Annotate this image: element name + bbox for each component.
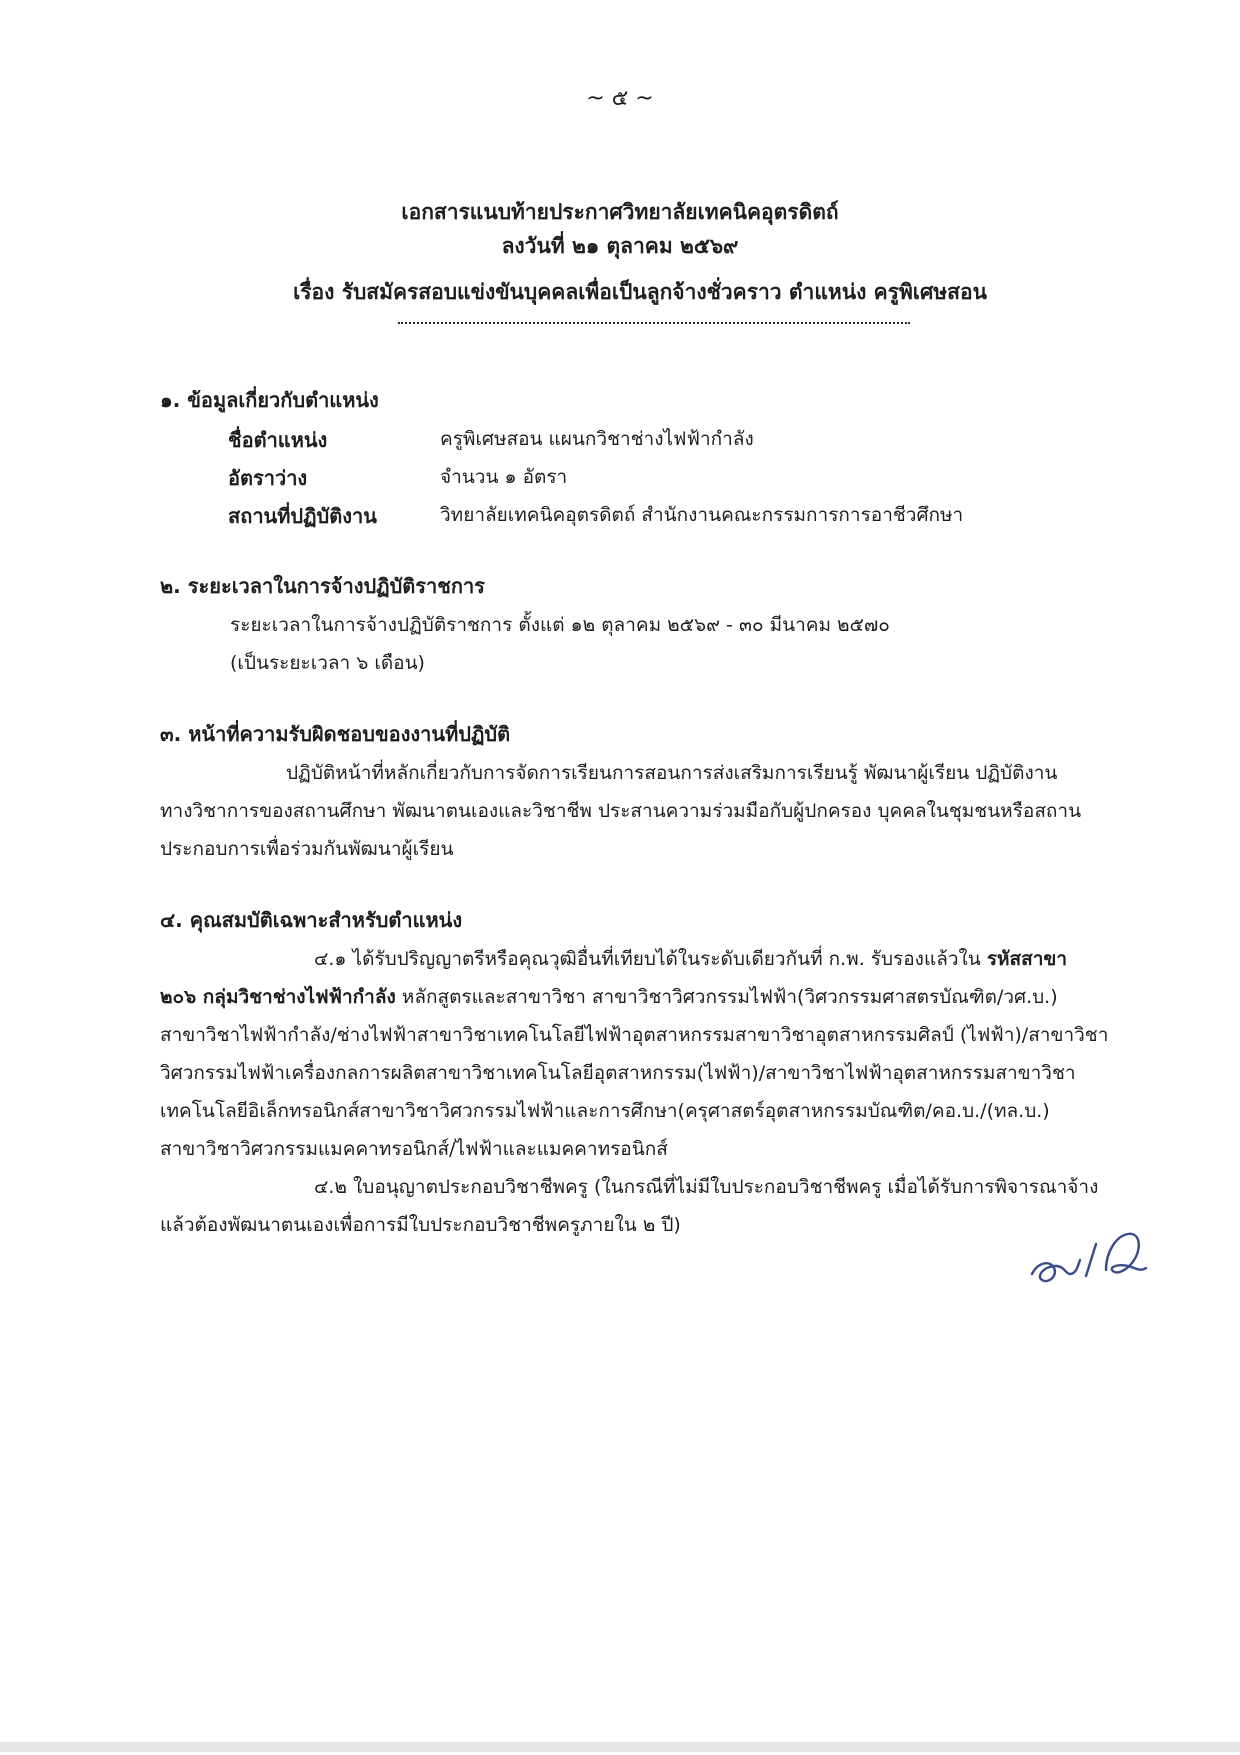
workplace-value: วิทยาลัยเทคนิคอุตรดิตถ์ สำนักงานคณะกรรมการการอาชีวศึกษา bbox=[440, 504, 964, 526]
qualification-text: หลักสูตรและสาขาวิชา สาขาวิชาวิศวกรรมไฟฟ้า(วิศวกรรมศาสตรบัณฑิต/วศ.บ.) bbox=[395, 986, 1058, 1008]
position-name-value: ครูพิเศษสอน แผนกวิชาช่างไฟฟ้ากำลัง bbox=[440, 428, 754, 450]
qualification-4-1-line bbox=[314, 944, 1067, 974]
qualification-4-2-line: แล้วต้องพัฒนาตนเองเพื่อการมีใบประกอบวิชาชีพครูภายใน ๒ ปี) bbox=[160, 1214, 681, 1236]
section1-title: ๑. ข้อมูลเกี่ยวกับตำแหน่ง bbox=[160, 388, 379, 412]
qualification-4-2-line: ๔.๒ ใบอนุญาตประกอบวิชาชีพครู (ในกรณีที่ไม่มีใบประกอบวิชาชีพครู เมื่อได้รับการพิจารณาจ้าง bbox=[314, 1176, 1099, 1198]
section2-title: ๒. ระยะเวลาในการจ้างปฏิบัติราชการ bbox=[160, 574, 485, 598]
page-number: ~ ๕ ~ bbox=[586, 86, 654, 111]
handwritten-signature-icon bbox=[1024, 1222, 1154, 1292]
qualification-4-1-line: เทคโนโลยีอิเล็กทรอนิกส์สาขาวิชาวิศวกรรมไฟฟ้าและการศึกษา(ครุศาสตร์อุตสาหกรรมบัณฑิต/คอ.บ./(ทล.บ.) bbox=[160, 1100, 1050, 1122]
section3-title: ๓. หน้าที่ความรับผิดชอบของงานที่ปฏิบัติ bbox=[160, 722, 511, 746]
vacancy-value: จำนวน ๑ อัตรา bbox=[440, 466, 568, 488]
header-separator bbox=[398, 322, 910, 324]
employment-period-text: ระยะเวลาในการจ้างปฏิบัติราชการ ตั้งแต่ ๑๒ ตุลาคม ๒๕๖๙ - ๓๐ มีนาคม ๒๕๗๐ bbox=[230, 614, 890, 636]
position-name-label: ชื่อตำแหน่ง bbox=[228, 428, 328, 452]
duties-line: ทางวิชาการของสถานศึกษา พัฒนาตนเองและวิชาชีพ ประสานความร่วมมือกับผู้ปกครอง บุคคลในชุมชนหรือสถาน bbox=[160, 800, 1082, 822]
duties-line: ประกอบการเพื่อร่วมกันพัฒนาผู้เรียน bbox=[160, 838, 454, 860]
section4-title: ๔. คุณสมบัติเฉพาะสำหรับตำแหน่ง bbox=[160, 908, 463, 932]
qualification-4-1-line: วิศวกรรมไฟฟ้าเครื่องกลการผลิตสาขาวิชาเทคโนโลยีอุตสาหกรรม(ไฟฟ้า)/สาขาวิชาไฟฟ้าอุตสาหกรรมสาขาวิชา bbox=[160, 1062, 1076, 1084]
qualification-4-1-line bbox=[160, 982, 1058, 1012]
page-bottom-edge bbox=[0, 1742, 1240, 1752]
qualification-text: ๔.๑ ได้รับปริญญาตรีหรือคุณวุฒิอื่นที่เทียบได้ในระดับเดียวกันที่ ก.พ. รับรองแล้วใน bbox=[314, 948, 987, 970]
header-date: ลงวันที่ ๒๑ ตุลาคม ๒๕๖๙ bbox=[501, 234, 739, 258]
header-subject: เรื่อง รับสมัครสอบแข่งขันบุคคลเพื่อเป็นลูกจ้างชั่วคราว ตำแหน่ง ครูพิเศษสอน bbox=[293, 280, 987, 304]
workplace-label: สถานที่ปฏิบัติงาน bbox=[228, 504, 377, 528]
header-title: เอกสารแนบท้ายประกาศวิทยาลัยเทคนิคอุตรดิตถ์ bbox=[401, 200, 839, 224]
duties-line: ปฏิบัติหน้าที่หลักเกี่ยวกับการจัดการเรียนการสอนการส่งเสริมการเรียนรู้ พัฒนาผู้เรียน ปฏิบัติงาน bbox=[286, 762, 1058, 784]
field-group-label: ๒๐๖ กลุ่มวิชาช่างไฟฟ้ากำลัง bbox=[160, 986, 396, 1008]
qualification-4-1-line: สาขาวิชาวิศวกรรมแมคคาทรอนิกส์/ไฟฟ้าและแมคคาทรอนิกส์ bbox=[160, 1138, 668, 1160]
vacancy-label: อัตราว่าง bbox=[228, 466, 308, 490]
qualification-4-1-line: สาขาวิชาไฟฟ้ากำลัง/ช่างไฟฟ้าสาขาวิชาเทคโนโลยีไฟฟ้าอุตสาหกรรมสาขาวิชาอุตสาหกรรมศิลป์ (ไฟฟ้า)/สาขาวิชา bbox=[160, 1024, 1109, 1046]
field-code-label: รหัสสาขา bbox=[986, 948, 1068, 970]
employment-duration-text: (เป็นระยะเวลา ๖ เดือน) bbox=[230, 652, 425, 674]
